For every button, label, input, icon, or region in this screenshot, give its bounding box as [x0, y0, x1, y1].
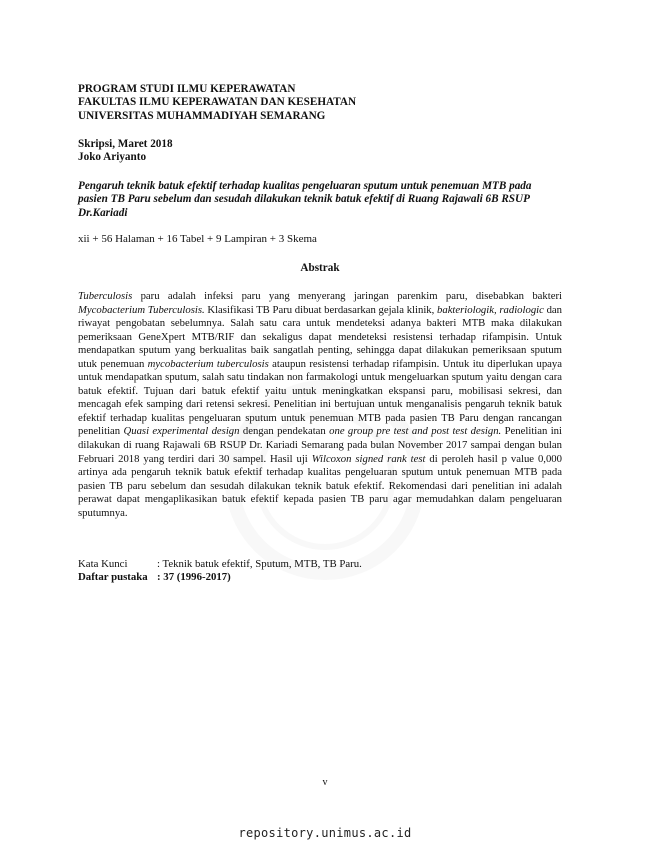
references-row — [78, 571, 562, 584]
header-line-program: PROGRAM STUDI ILMU KEPERAWATAN — [78, 83, 296, 95]
thesis-date: Skripsi, Maret 2018 — [78, 138, 173, 150]
abstract-text: Penelitian ini dilakukan di ruang Rajawali 6B RSUP Dr. Kariadi Semarang pada bulan November 2017 sampai dengan bulan Februari 2018 yang terdiri dari 30 sampel. Hasil uji — [78, 425, 562, 465]
abstract-italic-term: bakteriologik, radiologic — [437, 303, 544, 316]
thesis-meta — [78, 138, 562, 165]
keywords-label: Kata Kunci — [78, 558, 128, 570]
header-line-university: UNIVERSITAS MUHAMMADIYAH SEMARANG — [78, 109, 326, 122]
abstract-italic-term: Wilcoxon signed rank test — [311, 452, 426, 465]
references-label: Daftar pustaka — [78, 571, 148, 584]
abstract-text: dengan pendekatan — [239, 425, 330, 438]
abstract-body — [78, 290, 562, 520]
header-line-faculty: FAKULTAS ILMU KEPERAWATAN DAN KESEHATAN — [78, 96, 357, 109]
page-count-summary: xii + 56 Halaman + 16 Tabel + 9 Lampiran + 3 Skema — [78, 233, 317, 245]
page-number: v — [322, 777, 328, 788]
abstract-heading: Abstrak — [300, 262, 340, 274]
abstract-italic-term: mycobacterium tuberculosis — [147, 357, 269, 370]
repository-footer: repository.unimus.ac.id — [238, 826, 412, 840]
keywords-value: : Teknik batuk efektif, Sputum, MTB, TB Paru. — [157, 558, 362, 570]
abstract-text: paru adalah infeksi paru yang menyerang jaringan parenkim paru, disebabkan bakteri — [132, 290, 562, 302]
thesis-title: Pengaruh teknik batuk efektif terhadap kualitas pengeluaran sputum untuk penemuan MTB pada pasien TB Paru sebelum dan sesudah dilakukan teknik batuk efektif di Ruang Rajawali 6B RSUP Dr.Kariadi — [78, 180, 532, 219]
abstract-italic-term: one group pre test and post test design. — [329, 425, 502, 438]
keywords-section — [78, 558, 562, 585]
abstract-text: di peroleh hasil p value 0,000 artinya ada pengaruh teknik batuk efektif terhadap kualitas pengeluaran sputum untuk penemuan MTB pada pasien TB paru sebelum dan sesudah dilakukan teknik batuk efektif. Rekomendasi dari penelitian ini adalah perawat dapat mengaplikasikan batuk efektif kepada pasien TB paru agar memudahkan dalam pengeluaran sputumnya. — [78, 452, 562, 519]
abstract-italic-term: Quasi experimental design — [123, 425, 240, 438]
institution-header — [78, 83, 562, 123]
abstract-text: Klasifikasi TB Paru dibuat berdasarkan gejala klinik, — [204, 303, 437, 316]
thesis-author: Joko Ariyanto — [78, 151, 147, 164]
abstract-italic-term: Tuberculosis — [78, 290, 133, 302]
keywords-row — [78, 558, 562, 571]
abstract-italic-term: Mycobacterium Tuberculosis. — [78, 303, 205, 316]
abstract-text: dan riwayat pengobatan sebelumnya. Salah satu cara untuk mendeteksi adanya bakteri MTB maka dilakukan pemeriksaan GeneXpert MTB/RIF dan sekaligus dapat mendeteksi resistensi terhadap rifampisin. Untuk mendapatkan sputum yang berkualitas baik sangatlah penting, sehingga dapat dilakukan pemeriksaan sputum utuk penemuan — [78, 303, 562, 370]
abstract-text: ataupun resistensi terhadap rifampisin. Untuk itu diperlukan upaya untuk mendapatkan sputum, salah satu tindakan non farmakologi untuk mengeluarkan sputum yaitu dengan cara batuk efektif. Tujuan dari batuk efektif yaitu untuk meningkatkan ekspansi paru, mobilisasi sekresi, dan mencagah efek samping dari retensi sekresi. Penelitian ini bertujuan untuk menganalisis pengaruh teknik batuk efektif terhadap kualitas pengeluaran sputum untuk penemuan MTB pada pasien TB Paru dengan rancangan penelitian — [78, 357, 562, 438]
references-value: : 37 (1996-2017) — [157, 571, 231, 584]
